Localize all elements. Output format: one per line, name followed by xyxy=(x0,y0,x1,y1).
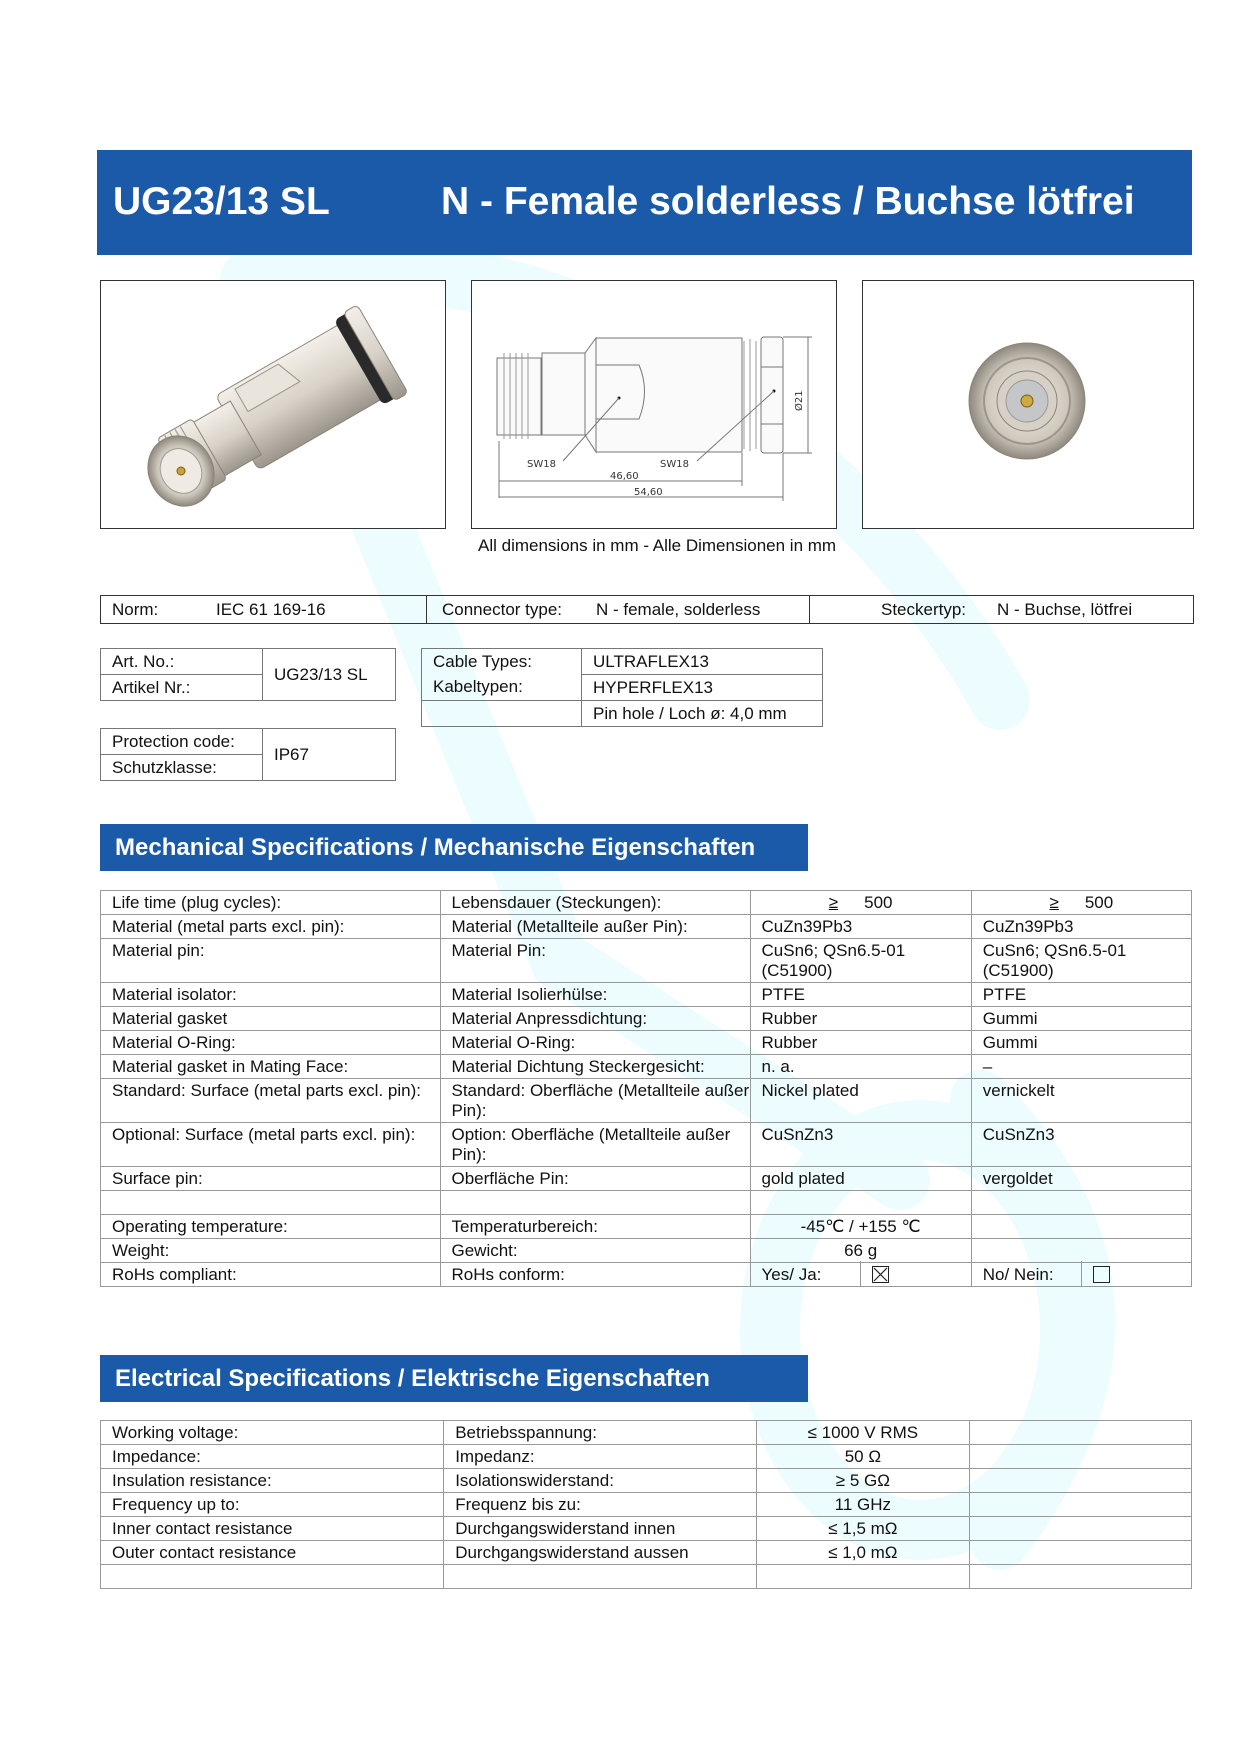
mechanical-row xyxy=(101,1215,1192,1239)
spec-value-en: Rubber xyxy=(750,1031,971,1055)
spec-value-de: vergoldet xyxy=(971,1167,1191,1191)
spec-label-de: Material Dichtung Steckergesicht: xyxy=(440,1055,750,1079)
spec-label-en: Working voltage: xyxy=(101,1421,444,1445)
connector-front-image xyxy=(862,280,1194,529)
spec-value: 66 g xyxy=(750,1239,971,1263)
norm-value: IEC 61 169-16 xyxy=(216,600,326,619)
article-number-table xyxy=(100,648,396,701)
product-code: UG23/13 SL xyxy=(113,180,330,223)
spec-value-en: CuSn6; QSn6.5-01 (C51900) xyxy=(750,939,971,983)
spec-label-de: Oberfläche Pin: xyxy=(440,1167,750,1191)
article-number-value: UG23/13 SL xyxy=(263,649,396,701)
spec-label-de: Material (Metallteile außer Pin): xyxy=(440,915,750,939)
spec-label-en: Insulation resistance: xyxy=(101,1469,444,1493)
spec-label-de: Material Anpressdichtung: xyxy=(440,1007,750,1031)
rohs-no-label: No/ Nein: xyxy=(982,1265,1054,1284)
spec-value-empty xyxy=(971,1215,1191,1239)
mechanical-row xyxy=(101,1007,1192,1031)
cable-types-table xyxy=(421,648,823,727)
spec-label-en: Material pin: xyxy=(101,939,441,983)
connector-type-value: N - female, solderless xyxy=(596,600,761,619)
norm-row xyxy=(100,595,1194,624)
electrical-row xyxy=(101,1421,1192,1445)
spec-label-en: Material (metal parts excl. pin): xyxy=(101,915,441,939)
ge-symbol: ≥ xyxy=(1049,893,1059,912)
spec-label-de: Impedanz: xyxy=(444,1445,757,1469)
mechanical-spec-table xyxy=(100,890,1192,1287)
spec-label-en: Material isolator: xyxy=(101,983,441,1007)
electrical-row xyxy=(101,1469,1192,1493)
spec-label-de: Frequenz bis zu: xyxy=(444,1493,757,1517)
spec-value-empty xyxy=(969,1517,1191,1541)
cable-empty-cell xyxy=(422,701,582,727)
electrical-row xyxy=(101,1565,1192,1589)
norm-label: Norm: xyxy=(112,600,159,619)
spec-label-de: Temperaturbereich: xyxy=(440,1215,750,1239)
rohs-yes-cell xyxy=(750,1263,971,1287)
spec-value-de: Gummi xyxy=(971,1007,1191,1031)
spec-label-de: Betriebsspannung: xyxy=(444,1421,757,1445)
connector-isometric-illustration xyxy=(101,281,445,528)
spec-value-en: PTFE xyxy=(750,983,971,1007)
spec-value xyxy=(757,1565,969,1589)
electrical-row xyxy=(101,1493,1192,1517)
spec-value-empty xyxy=(969,1565,1191,1589)
spec-value-v1 xyxy=(750,891,971,915)
spec-label-de: Option: Oberfläche (Metallteile außer Pin): xyxy=(440,1123,750,1167)
article-label-en: Art. No.: xyxy=(101,649,263,675)
mechanical-row xyxy=(101,891,1192,915)
length-inner: 46,60 xyxy=(610,471,639,482)
mechanical-row xyxy=(101,1079,1192,1123)
spec-label-en: Material O-Ring: xyxy=(101,1031,441,1055)
wrench-size-right: SW18 xyxy=(660,459,689,470)
spec-value-en: Nickel plated xyxy=(750,1079,971,1123)
spec-label-en: Inner contact resistance xyxy=(101,1517,444,1541)
mechanical-row xyxy=(101,1055,1192,1079)
spec-value-de: – xyxy=(971,1055,1191,1079)
spec-label-en: Material gasket xyxy=(101,1007,441,1031)
title-band xyxy=(97,150,1192,255)
steckertyp-label: Steckertyp: xyxy=(881,600,967,619)
mechanical-row xyxy=(101,1167,1192,1191)
mechanical-row xyxy=(101,1191,1192,1215)
spec-label-en: Surface pin: xyxy=(101,1167,441,1191)
spec-value-en: gold plated xyxy=(750,1167,971,1191)
cable-type-1: ULTRAFLEX13 xyxy=(582,649,823,675)
spec-value-de: PTFE xyxy=(971,983,1191,1007)
spec-label-de: Material O-Ring: xyxy=(440,1031,750,1055)
spec-label-en: Impedance: xyxy=(101,1445,444,1469)
spec-label-en: Weight: xyxy=(101,1239,441,1263)
spec-value-v2 xyxy=(971,891,1191,915)
spec-value-en: CuZn39Pb3 xyxy=(750,915,971,939)
article-label-de: Artikel Nr.: xyxy=(101,675,263,701)
electrical-title: Electrical Specifications / Elektrische Eigenschaften xyxy=(115,1365,710,1392)
pin-hole-value: Pin hole / Loch ø: 4,0 mm xyxy=(582,701,823,727)
rohs-row xyxy=(101,1263,1192,1287)
spec-label-en xyxy=(101,1565,444,1589)
spec-value: ≤ 1,0 mΩ xyxy=(757,1541,969,1565)
rohs-yes-label: Yes/ Ja: xyxy=(761,1265,822,1284)
rohs-no-cell xyxy=(971,1263,1191,1287)
spec-value-en xyxy=(750,1191,971,1215)
rohs-no-checkbox[interactable] xyxy=(1093,1266,1110,1283)
cable-label-en: Cable Types: xyxy=(422,649,582,675)
spec-value: -45℃ / +155 ℃ xyxy=(750,1215,971,1239)
spec-value-empty xyxy=(969,1493,1191,1517)
spec-label-en: Life time (plug cycles): xyxy=(101,891,441,915)
product-name: N - Female solderless / Buchse lötfrei xyxy=(441,180,1135,223)
spec-label-de: Gewicht: xyxy=(440,1239,750,1263)
spec-label-en: Outer contact resistance xyxy=(101,1541,444,1565)
protection-label-en: Protection code: xyxy=(101,729,263,755)
spec-value-text: 500 xyxy=(864,893,893,912)
ge-symbol: ≥ xyxy=(828,893,839,912)
spec-label-de: Durchgangswiderstand innen xyxy=(444,1517,757,1541)
spec-value-empty xyxy=(969,1469,1191,1493)
protection-table xyxy=(100,728,396,781)
length-total: 54,60 xyxy=(634,487,663,498)
spec-label-en: Optional: Surface (metal parts excl. pin): xyxy=(101,1123,441,1167)
spec-label-en: Material gasket in Mating Face: xyxy=(101,1055,441,1079)
mechanical-row xyxy=(101,1239,1192,1263)
rohs-label-en: RoHs compliant: xyxy=(101,1263,441,1287)
mechanical-row xyxy=(101,983,1192,1007)
spec-value-empty xyxy=(969,1445,1191,1469)
spec-label-de xyxy=(440,1191,750,1215)
spec-value-en: Rubber xyxy=(750,1007,971,1031)
spec-value-de xyxy=(971,1191,1191,1215)
spec-value: 11 GHz xyxy=(757,1493,969,1517)
spec-value: ≤ 1000 V RMS xyxy=(757,1421,969,1445)
dimensions-caption: All dimensions in mm - Alle Dimensionen in mm xyxy=(478,536,837,555)
cable-label-de: Kabeltypen: xyxy=(422,675,582,701)
spec-value-de: vernickelt xyxy=(971,1079,1191,1123)
rohs-label-de: RoHs conform: xyxy=(440,1263,750,1287)
mechanical-row xyxy=(101,915,1192,939)
electrical-row xyxy=(101,1517,1192,1541)
spec-label-en: Standard: Surface (metal parts excl. pin): xyxy=(101,1079,441,1123)
spec-label-de: Material Pin: xyxy=(440,939,750,983)
protection-label-de: Schutzklasse: xyxy=(101,755,263,781)
connector-type-label: Connector type: xyxy=(442,600,563,619)
mechanical-row xyxy=(101,1031,1192,1055)
spec-value-en: n. a. xyxy=(750,1055,971,1079)
spec-value-empty xyxy=(969,1421,1191,1445)
spec-label-de: Lebensdauer (Steckungen): xyxy=(440,891,750,915)
spec-label-de xyxy=(444,1565,757,1589)
spec-label-en: Frequency up to: xyxy=(101,1493,444,1517)
protection-value: IP67 xyxy=(263,729,396,781)
spec-label-de: Material Isolierhülse: xyxy=(440,983,750,1007)
spec-value-empty xyxy=(971,1239,1191,1263)
steckertyp-value: N - Buchse, lötfrei xyxy=(997,600,1133,619)
spec-label-en xyxy=(101,1191,441,1215)
spec-label-de: Standard: Oberfläche (Metallteile außer Pin): xyxy=(440,1079,750,1123)
spec-label-de: Durchgangswiderstand aussen xyxy=(444,1541,757,1565)
spec-label-en: Operating temperature: xyxy=(101,1215,441,1239)
rohs-yes-checkbox[interactable] xyxy=(872,1266,889,1283)
cable-type-2: HYPERFLEX13 xyxy=(582,675,823,701)
spec-value-en: CuSnZn3 xyxy=(750,1123,971,1167)
spec-value-empty xyxy=(969,1541,1191,1565)
spec-label-de: Isolationswiderstand: xyxy=(444,1469,757,1493)
spec-value-de: CuSn6; QSn6.5-01 (C51900) xyxy=(971,939,1191,983)
electrical-spec-table xyxy=(100,1420,1192,1589)
mechanical-row xyxy=(101,1123,1192,1167)
connector-isometric-image xyxy=(100,280,446,529)
spec-value-de: Gummi xyxy=(971,1031,1191,1055)
connector-front-illustration xyxy=(863,281,1193,528)
spec-value: ≥ 5 GΩ xyxy=(757,1469,969,1493)
dimension-drawing-svg xyxy=(472,281,836,528)
diameter-label: Ø21 xyxy=(794,390,805,411)
electrical-row xyxy=(101,1541,1192,1565)
mechanical-section-header xyxy=(100,824,808,871)
wrench-size-left: SW18 xyxy=(527,459,556,470)
spec-value: 50 Ω xyxy=(757,1445,969,1469)
mechanical-row xyxy=(101,939,1192,983)
electrical-section-header xyxy=(100,1355,808,1402)
spec-value: ≤ 1,5 mΩ xyxy=(757,1517,969,1541)
spec-value-de: CuZn39Pb3 xyxy=(971,915,1191,939)
electrical-row xyxy=(101,1445,1192,1469)
mechanical-title: Mechanical Specifications / Mechanische Eigenschaften xyxy=(115,834,756,861)
dimension-drawing xyxy=(471,280,837,529)
spec-value-de: CuSnZn3 xyxy=(971,1123,1191,1167)
spec-value-text: 500 xyxy=(1084,893,1114,912)
